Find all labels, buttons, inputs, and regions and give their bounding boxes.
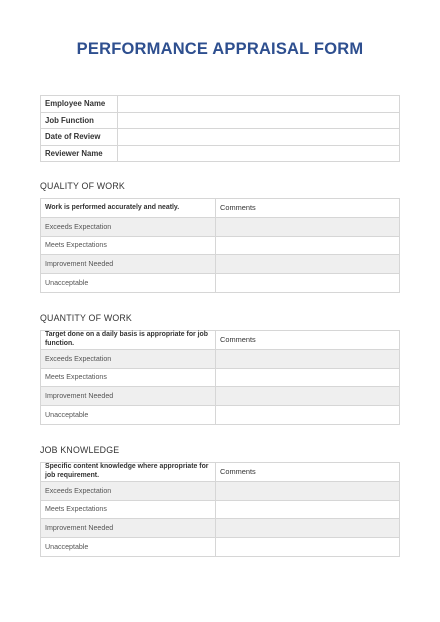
section-title-quality: QUALITY OF WORK (40, 181, 125, 191)
comment-field[interactable] (216, 406, 400, 425)
option-unacceptable[interactable]: Unacceptable (41, 406, 216, 425)
info-row-job-function (41, 112, 400, 129)
comment-field[interactable] (216, 217, 400, 236)
reviewer-name-label: Reviewer Name (41, 145, 118, 162)
comment-field[interactable] (216, 519, 400, 538)
employee-info-table (40, 95, 400, 162)
option-unacceptable[interactable]: Unacceptable (41, 274, 216, 293)
option-exceeds-expectation[interactable]: Exceeds Expectation (41, 217, 216, 236)
comment-field[interactable] (216, 274, 400, 293)
info-row-reviewer-name (41, 145, 400, 162)
option-row (41, 255, 400, 274)
option-improvement-needed[interactable]: Improvement Needed (41, 255, 216, 274)
option-unacceptable[interactable]: Unacceptable (41, 538, 216, 557)
comment-field[interactable] (216, 368, 400, 387)
option-row (41, 368, 400, 387)
comment-field[interactable] (216, 236, 400, 255)
employee-name-field[interactable] (118, 96, 400, 113)
criterion-row (41, 199, 400, 218)
comment-field[interactable] (216, 387, 400, 406)
option-row (41, 217, 400, 236)
comments-header: Comments (216, 331, 400, 350)
option-row (41, 481, 400, 500)
option-row (41, 274, 400, 293)
job-function-label: Job Function (41, 112, 118, 129)
info-row-date-of-review (41, 129, 400, 146)
quantity-of-work-table (40, 330, 400, 425)
job-function-field[interactable] (118, 112, 400, 129)
option-row (41, 538, 400, 557)
job-knowledge-table (40, 462, 400, 557)
comment-field[interactable] (216, 481, 400, 500)
criterion-text: Work is performed accurately and neatly. (41, 199, 216, 218)
option-row (41, 349, 400, 368)
option-row (41, 406, 400, 425)
criterion-row (41, 331, 400, 350)
comment-field[interactable] (216, 538, 400, 557)
section-title-job-knowledge: JOB KNOWLEDGE (40, 445, 120, 455)
date-of-review-label: Date of Review (41, 129, 118, 146)
comment-field[interactable] (216, 349, 400, 368)
section-title-quantity: QUANTITY OF WORK (40, 313, 132, 323)
comment-field[interactable] (216, 500, 400, 519)
option-row (41, 236, 400, 255)
criterion-row (41, 463, 400, 482)
info-row-employee-name (41, 96, 400, 113)
employee-name-label: Employee Name (41, 96, 118, 113)
option-meets-expectations[interactable]: Meets Expectations (41, 236, 216, 255)
date-of-review-field[interactable] (118, 129, 400, 146)
option-exceeds-expectation[interactable]: Exceeds Expectation (41, 349, 216, 368)
comments-header: Comments (216, 199, 400, 218)
option-exceeds-expectation[interactable]: Exceeds Expectation (41, 481, 216, 500)
option-row (41, 387, 400, 406)
option-row (41, 500, 400, 519)
option-row (41, 519, 400, 538)
criterion-text: Target done on a daily basis is appropriate for job function. (41, 331, 216, 350)
option-improvement-needed[interactable]: Improvement Needed (41, 519, 216, 538)
comments-header: Comments (216, 463, 400, 482)
option-meets-expectations[interactable]: Meets Expectations (41, 368, 216, 387)
reviewer-name-field[interactable] (118, 145, 400, 162)
form-title: PERFORMANCE APPRAISAL FORM (76, 40, 364, 58)
criterion-text: Specific content knowledge where appropriate for job requirement. (41, 463, 216, 482)
option-meets-expectations[interactable]: Meets Expectations (41, 500, 216, 519)
quality-of-work-table (40, 198, 400, 293)
option-improvement-needed[interactable]: Improvement Needed (41, 387, 216, 406)
comment-field[interactable] (216, 255, 400, 274)
